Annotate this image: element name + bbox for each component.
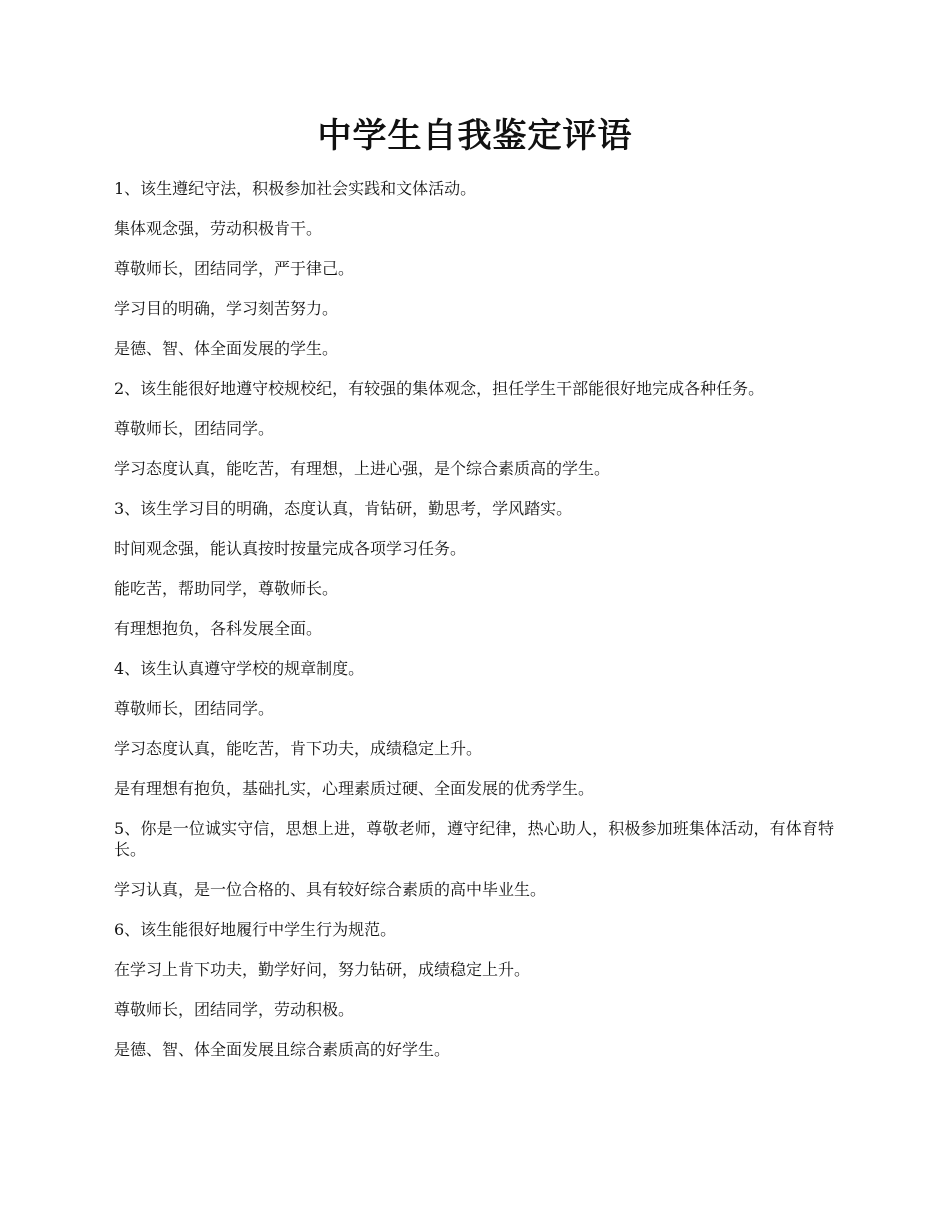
paragraph: 尊敬师长，团结同学。 [114, 699, 275, 718]
paragraph: 学习认真，是一位合格的、具有较好综合素质的高中毕业生。 [114, 880, 547, 899]
paragraph: 4、该生认真遵守学校的规章制度。 [114, 659, 365, 678]
paragraph: 5、你是一位诚实守信，思想上进，尊敬老师，遵守纪律，热心助人，积极参加班集体活动，有体育特长。 [114, 819, 834, 859]
paragraph: 学习态度认真，能吃苦，肯下功夫，成绩稳定上升。 [114, 739, 483, 758]
paragraph: 学习目的明确，学习刻苦努力。 [114, 299, 339, 318]
paragraph: 尊敬师长，团结同学。 [114, 419, 275, 438]
paragraph: 尊敬师长，团结同学，劳动积极。 [114, 1000, 355, 1019]
paragraph: 2、该生能很好地遵守校规校纪，有较强的集体观念，担任学生干部能很好地完成各种任务。 [114, 379, 765, 398]
paragraph: 3、该生学习目的明确，态度认真，肯钻研，勤思考，学风踏实。 [114, 499, 573, 518]
paragraph: 是德、智、体全面发展的学生。 [114, 339, 339, 358]
paragraph: 能吃苦，帮助同学，尊敬师长。 [114, 579, 339, 598]
paragraph: 1、该生遵纪守法，积极参加社会实践和文体活动。 [114, 179, 477, 198]
paragraph: 是有理想有抱负，基础扎实，心理素质过硬、全面发展的优秀学生。 [114, 779, 595, 798]
paragraph: 是德、智、体全面发展且综合素质高的好学生。 [114, 1040, 451, 1059]
paragraph: 尊敬师长，团结同学，严于律己。 [114, 259, 355, 278]
paragraph: 集体观念强，劳动积极肯干。 [114, 219, 323, 238]
paragraph: 有理想抱负，各科发展全面。 [114, 619, 323, 638]
paragraph: 学习态度认真，能吃苦，有理想，上进心强，是个综合素质高的学生。 [114, 459, 611, 478]
paragraph: 时间观念强，能认真按时按量完成各项学习任务。 [114, 539, 467, 558]
document-title: 中学生自我鉴定评语 [317, 116, 633, 156]
document-body [114, 178, 834, 1079]
paragraph: 6、该生能很好地履行中学生行为规范。 [114, 920, 397, 939]
paragraph: 在学习上肯下功夫，勤学好问，努力钻研，成绩稳定上升。 [114, 960, 531, 979]
